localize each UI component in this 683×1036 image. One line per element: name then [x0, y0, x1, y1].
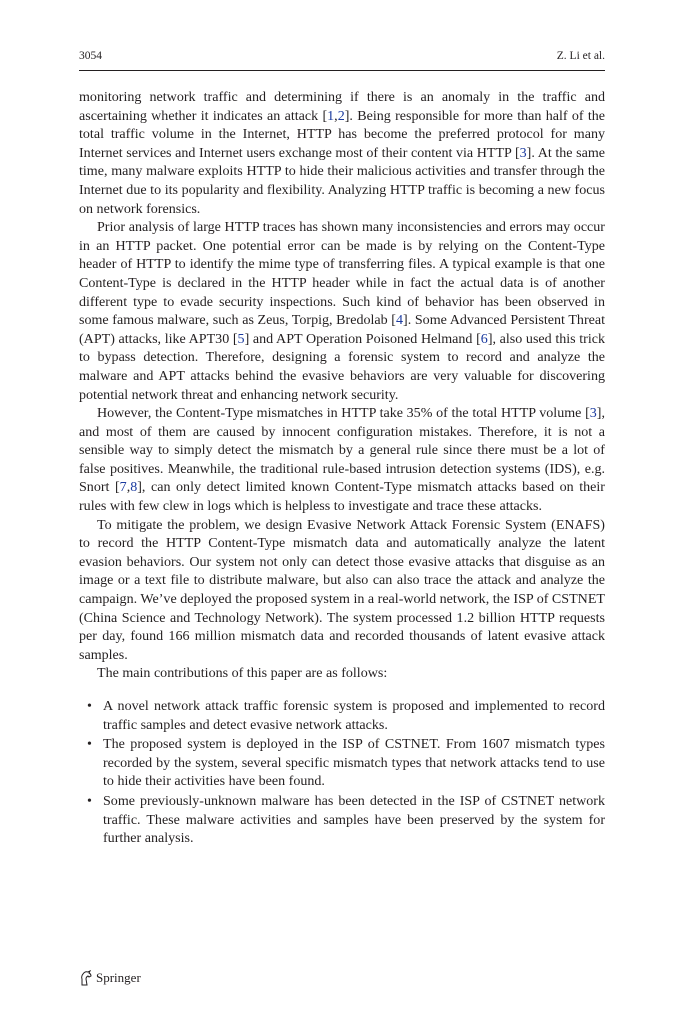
paragraph-text: However, the Content-Type mismatches in HTTP take 35% of the total HTTP volume [	[97, 405, 590, 422]
paragraph-text: To mitigate the problem, we design Evasive Network Attack Forensic System (ENAFS) to record the HTTP Content-Type mismatch data and automatically analyze the latent evasion behaviors. Our system not only can detect those evasive attacks that disguise as an image or a text file to distribute malware, but also can also trace the attack and analyze the campaign. We’ve deployed the proposed system in a real-world network, the ISP of CSTNET (China Science and Technology Network). The system processed 1.2 billion HTTP requests per day, found 166 million mismatch data and recorded thousands of latent evasive attack samples.	[79, 516, 605, 663]
bullet-icon: •	[87, 736, 92, 753]
list-item	[79, 792, 605, 848]
citation-link[interactable]: 3	[589, 405, 597, 422]
running-header	[79, 50, 605, 62]
paragraph-text: monitoring network traffic and determining if there is an anomaly in the traffic and ascertaining whether it indicates an attack [	[79, 89, 605, 124]
paragraph-3	[79, 404, 605, 516]
paragraph-text: Prior analysis of large HTTP traces has shown many inconsistencies and errors may occur in an HTTP packet. One potential error can be made is by relying on the Content-Type header of HTTP to identify the mime type of transferring files. A typical example is that one Content-Type is declared in the HTTP header while in fact the actual data is of another different type to evade security inspections. Such kind of behavior has been observed in some famous malware, such as Zeus, Torpig, Bredolab [	[79, 219, 605, 329]
paragraph-text: ], also used this trick to bypass detection. Therefore, designing a forensic system to record and analyze the malware and APT attacks behind the evasive behaviors are very valuable for discovering potential network threat and enhancing network security.	[79, 330, 606, 403]
paragraph-text: ]. Being responsible for more than half of the total traffic volume in the Internet, HTTP has become the preferred protocol for many Internet services and Internet users exchange most of their content via HTTP [	[79, 107, 605, 161]
paragraph-text: ], can only detect limited known Content-Type mismatch attacks based on their rules with few clew in logs which is helpless to investigate and trace these attacks.	[79, 479, 605, 515]
header-rule	[79, 70, 605, 71]
list-item-text: Some previously-unknown malware has been detected in the ISP of CSTNET network traffic. These malware activities and samples have been preserved by the system for further analysis.	[103, 792, 605, 847]
citation-link[interactable]: 7	[119, 479, 127, 496]
paragraph-text: ] and APT Operation Poisoned Helmand [	[244, 330, 481, 347]
paragraph-text: The main contributions of this paper are as follows:	[97, 665, 388, 682]
citation-link[interactable]: 2	[337, 107, 345, 124]
contributions-list	[79, 697, 605, 848]
springer-horse-icon	[79, 970, 93, 986]
list-item	[79, 697, 605, 734]
citation-link[interactable]: 6	[480, 330, 488, 347]
paragraph-text: ]. At the same time, many malware exploits HTTP to hide their malicious activities and transfer through the Internet due to its popularity and flexibility. Analyzing HTTP traffic is becoming a new focus on network forensics.	[79, 144, 605, 217]
citation-link[interactable]: 5	[237, 330, 245, 347]
citation-link[interactable]: 4	[396, 312, 404, 329]
citation-link[interactable]: 8	[130, 479, 138, 496]
paragraph-1	[79, 88, 605, 218]
paragraph-text: ]. Some Advanced Persistent Threat (APT) attacks, like APT30 [	[79, 312, 605, 347]
list-item	[79, 735, 605, 791]
paragraph-5	[79, 664, 605, 683]
list-item-text: A novel network attack traffic forensic system is proposed and implemented to record traffic samples and detect evasive network attacks.	[103, 698, 605, 733]
bullet-icon: •	[87, 792, 92, 809]
paragraph-4	[79, 516, 605, 665]
list-item-text: The proposed system is deployed in the ISP of CSTNET. From 1607 mismatch types recorded by the system, several specific mismatch types that network attacks tend to use to hide their activities have been found.	[103, 736, 605, 790]
body-text	[79, 88, 605, 849]
paragraph-2	[79, 218, 605, 404]
citation-link[interactable]: 3	[519, 144, 527, 161]
page-number: 3054	[79, 50, 102, 62]
paragraph-text: ,	[334, 107, 338, 124]
publisher-name: Springer	[96, 970, 141, 985]
paragraph-text: ], and most of them are caused by innocent configuration mistakes. Therefore, it is not a sensible way to simply detect the mismatch by a general rule since there must be a lot of false positives. Meanwhile, the traditional rule-based intrusion detection systems (IDS), e.g. Snort [	[79, 405, 605, 496]
running-author: Z. Li et al.	[556, 50, 605, 62]
footer	[79, 970, 141, 986]
bullet-icon: •	[87, 698, 92, 714]
paragraph-text: ,	[126, 479, 131, 496]
citation-link[interactable]: 1	[327, 107, 335, 124]
